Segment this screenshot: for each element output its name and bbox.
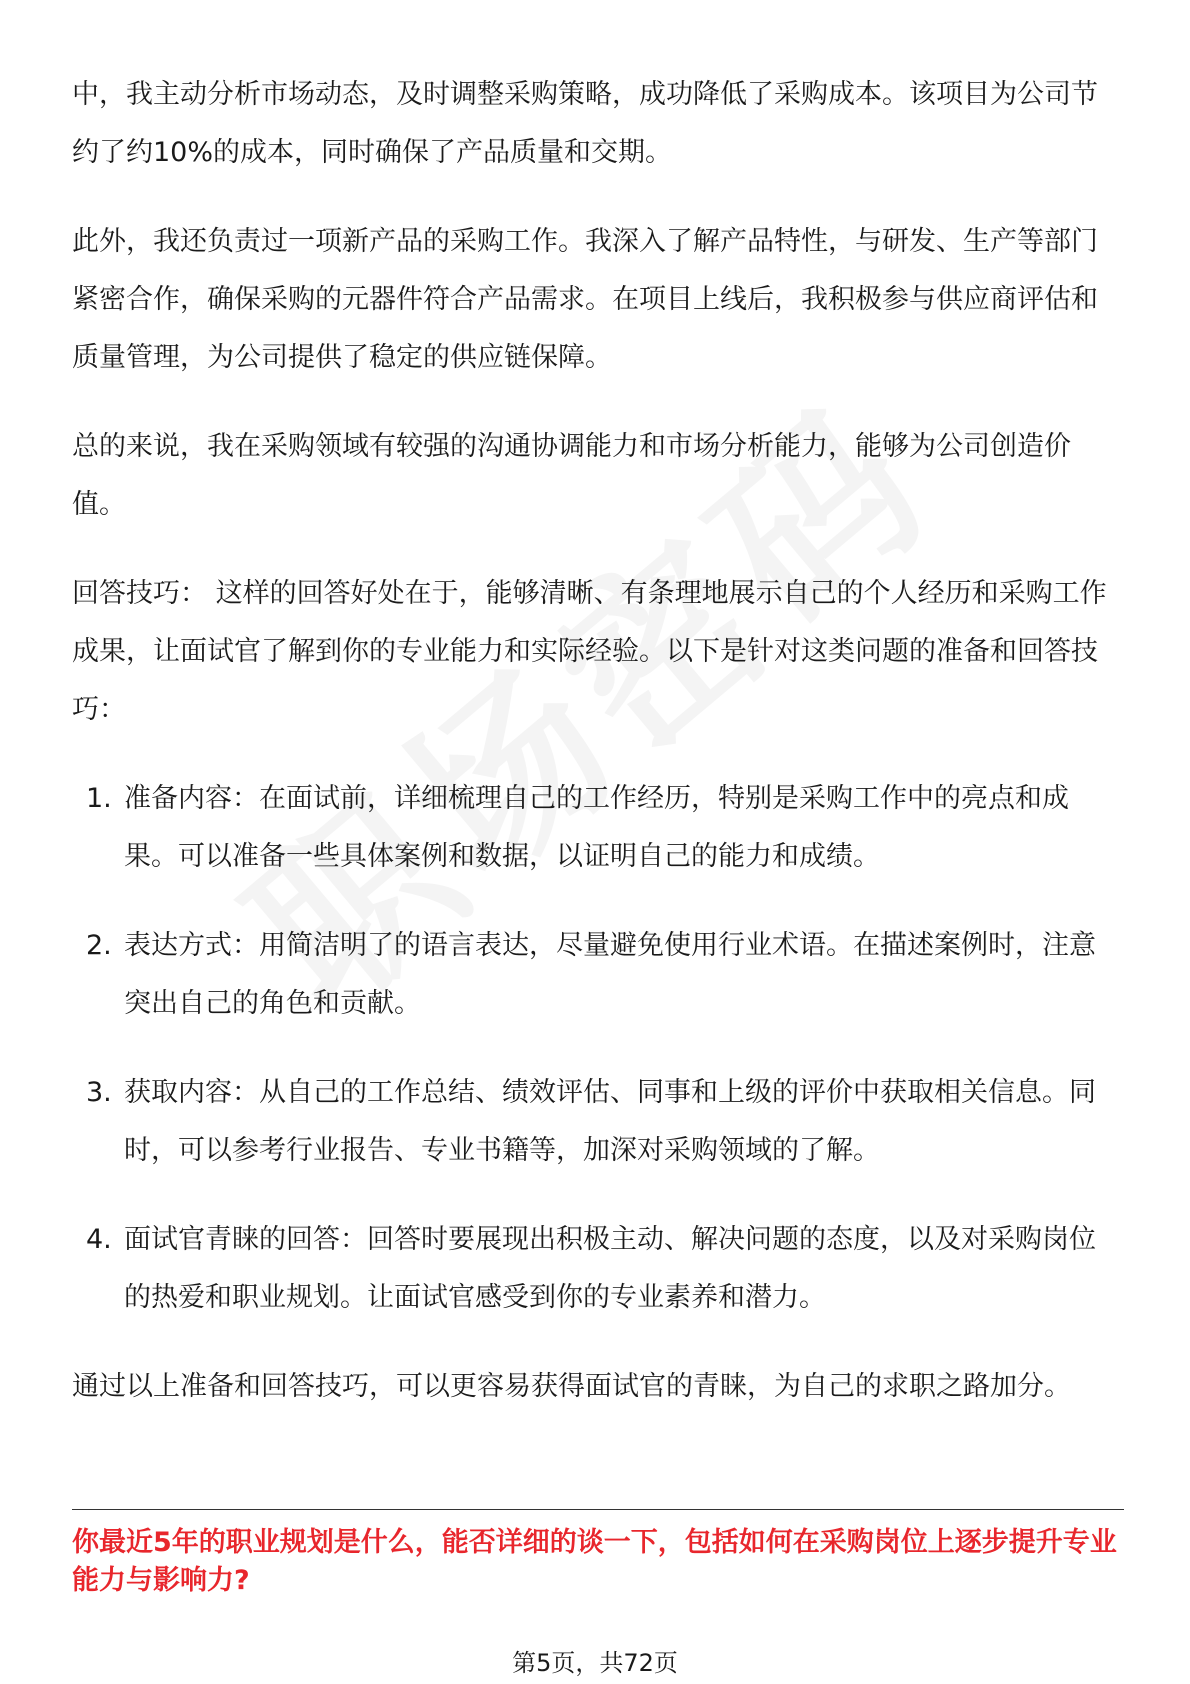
tips-list [72,770,1122,1327]
list-item-text: 表达方式：用简洁明了的语言表达，尽量避免使用行业术语。在描述案例时，注意突出自己的角色和贡献。 [124,930,1096,1019]
section-divider [72,1509,1124,1510]
list-item [72,1211,1122,1327]
answer-tips-intro: 回答技巧： 这样的回答好处在于，能够清晰、有条理地展示自己的个人经历和采购工作成果，让面试官了解到你的专业能力和实际经验。以下是针对这类问题的准备和回答技巧： [72,578,1107,725]
paragraph: 此外，我还负责过一项新产品的采购工作。我深入了解产品特性，与研发、生产等部门紧密合作，确保采购的元器件符合产品需求。在项目上线后，我积极参与供应商评估和质量管理，为公司提供了稳定的供应链保障。 [72,226,1098,373]
list-item [72,770,1122,886]
paragraph: 中，我主动分析市场动态，及时调整采购策略，成功降低了采购成本。该项目为公司节约了约10%的成本，同时确保了产品质量和交期。 [72,79,1098,168]
list-item [72,1064,1122,1180]
list-item [72,917,1122,1033]
list-item-number: 4. [86,1224,112,1255]
list-item-number: 1. [86,783,112,814]
document-body [72,66,1122,1447]
paragraph: 总的来说，我在采购领域有较强的沟通协调能力和市场分析能力，能够为公司创造价值。 [72,431,1071,520]
list-item-text: 准备内容：在面试前，详细梳理自己的工作经历，特别是采购工作中的亮点和成果。可以准备一些具体案例和数据，以证明自己的能力和成绩。 [124,783,1069,872]
next-question-heading: 你最近5年的职业规划是什么，能否详细的谈一下，包括如何在采购岗位上逐步提升专业能力与影响力? [72,1527,1117,1596]
list-item-text: 面试官青睐的回答：回答时要展现出积极主动、解决问题的态度，以及对采购岗位的热爱和职业规划。让面试官感受到你的专业素养和潜力。 [124,1224,1096,1313]
list-item-number: 3. [86,1077,112,1108]
list-item-text: 获取内容：从自己的工作总结、绩效评估、同事和上级的评价中获取相关信息。同时，可以参考行业报告、专业书籍等，加深对采购领域的了解。 [124,1077,1096,1166]
page-number: 第5页，共72页 [512,1649,678,1677]
list-item-number: 2. [86,930,112,961]
closing-paragraph: 通过以上准备和回答技巧，可以更容易获得面试官的青睐，为自己的求职之路加分。 [72,1371,1071,1402]
